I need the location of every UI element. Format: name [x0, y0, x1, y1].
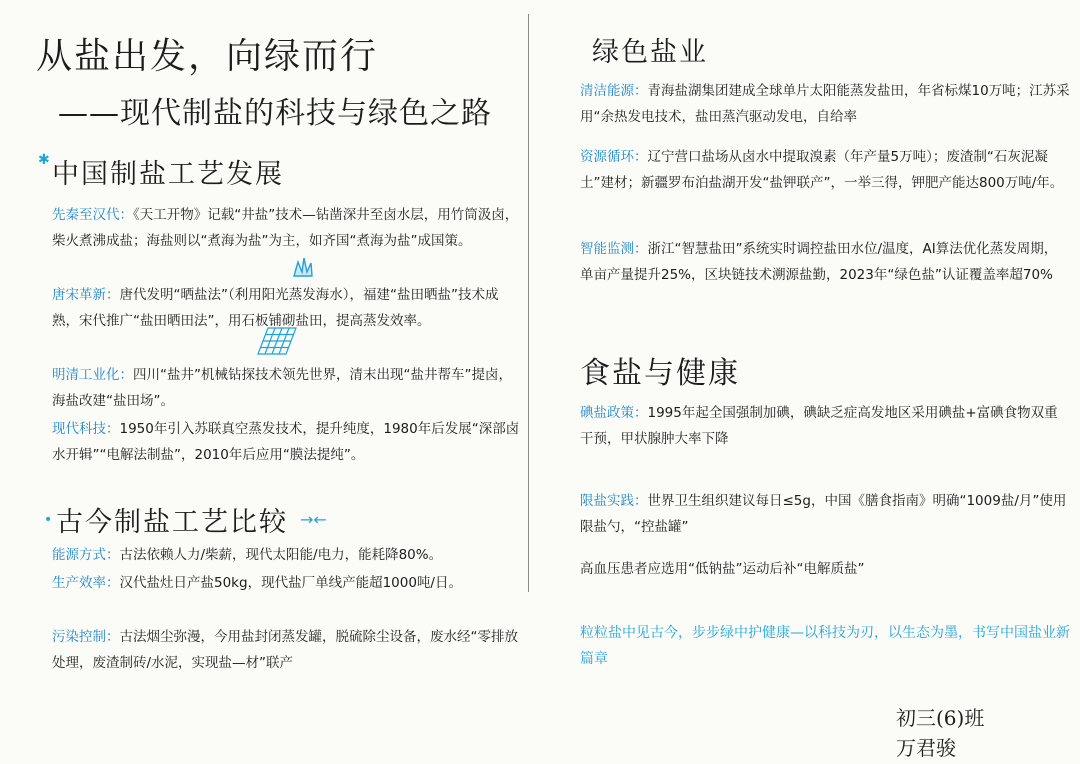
poster-title: 从盐出发，向绿而行 — [36, 36, 379, 77]
green-item-3-label: 智能监测： — [580, 241, 648, 257]
history-item-1-text: 《天工开物》记载“井盐”技术—钻凿深井至卤水层，用竹筒汲卤，柴火煮沸成盐；海盐则以“煮海为盐”为主，如齐国“煮海为盐”成国策。 — [52, 207, 519, 249]
compare-item-2 — [52, 570, 522, 596]
bullet-dot-icon: • — [44, 512, 53, 528]
section-heading-history: 中国制盐工艺发展 — [52, 159, 284, 190]
green-item-1-label: 清洁能源： — [580, 83, 648, 99]
compare-item-2-text: 汉代盐灶日产盐50kg，现代盐厂单线产能超1000吨/日。 — [119, 575, 462, 591]
salt-field-grid-icon — [252, 326, 298, 356]
history-item-4 — [52, 416, 522, 468]
compare-item-2-label: 生产效率： — [52, 575, 120, 591]
compare-item-1-label: 能源方式： — [52, 547, 120, 563]
history-item-4-label: 现代科技： — [52, 421, 120, 437]
author-name: 万君骏 — [896, 736, 956, 760]
arrows-icon: →← — [300, 510, 327, 529]
section-heading-green: 绿色盐业 — [592, 37, 708, 68]
history-item-1 — [52, 202, 522, 254]
green-item-3-text: 浙江“智慧盐田”系统实时调控盐田水位/温度，AI算法优化蒸发周期，单亩产量提升25%，区块链技术溯源盐勤，2023年“绿色盐”认证覆盖率超70% — [580, 241, 1058, 283]
green-item-2-label: 资源循环： — [580, 149, 648, 165]
history-item-3 — [52, 362, 522, 414]
health-item-2-text: 世界卫生组织建议每日≤5g，中国《膳食指南》明确“1009盐/月”使用限盐勺，“控盐罐” — [580, 493, 1067, 535]
asterisk-icon: ✱ — [38, 152, 50, 168]
green-item-2 — [580, 144, 1070, 196]
class-label: 初三(6)班 — [896, 706, 985, 730]
compare-item-3 — [52, 624, 522, 676]
compare-item-1-text: 古法依赖人力/柴薪，现代太阳能/电力，能耗降80%。 — [119, 547, 443, 563]
health-item-1-text: 1995年起全国强制加碘，碘缺乏症高发地区采用碘盐+富碘食物双重干预，甲状腺肿大率下降 — [580, 405, 1058, 447]
health-item-3 — [580, 556, 1070, 582]
health-item-2 — [580, 488, 1070, 540]
health-item-1-label: 碘盐政策： — [580, 405, 648, 421]
health-item-1 — [580, 400, 1070, 452]
health-item-3-text: 高血压患者应选用“低钠盐”运动后补“电解质盐” — [580, 561, 865, 577]
salt-crystal-icon — [290, 254, 316, 280]
history-item-3-text: 四川“盐井”机械钻探技术领先世界，清末出现“盐井帮车”提卤，海盐改建“盐田场”。 — [52, 367, 512, 409]
poster-subtitle: ——现代制盐的科技与绿色之路 — [58, 96, 492, 131]
column-divider — [528, 14, 529, 592]
compare-item-3-label: 污染控制： — [52, 629, 120, 645]
section-heading-compare: 古今制盐工艺比较 — [56, 507, 288, 538]
history-item-3-label: 明清工业化： — [52, 367, 133, 383]
green-item-1-text: 青海盐湖集团建成全球单片太阳能蒸发盐田，年省标煤10万吨；江苏采用“余热发电技术，盐田蒸汽驱动发电，自给率 — [580, 83, 1070, 125]
history-item-1-label: 先秦至汉代： — [52, 207, 133, 223]
history-item-2-label: 唐宋革新： — [52, 287, 120, 303]
green-item-2-text: 辽宁营口盐场从卤水中提取溴素（年产量5万吨）；废渣制“石灰泥凝土”建材；新疆罗布泊盐湖开发“盐钾联产”，一举三得，钾肥产能达800万吨/年。 — [580, 149, 1064, 191]
green-item-3 — [580, 236, 1070, 288]
section-heading-health: 食盐与健康 — [580, 356, 740, 391]
history-item-2-text: 唐代发明“晒盐法”（利用阳光蒸发海水），福建“盐田晒盐”技术成熟，宋代推广“盐田晒田法”，用石板铺砌盐田，提高蒸发效率。 — [52, 287, 499, 329]
closing-statement: 粒粒盐中见古今，步步绿中护健康—以科技为刃，以生态为墨，书写中国盐业新篇章 — [580, 625, 1070, 667]
health-item-2-label: 限盐实践： — [580, 493, 648, 509]
compare-item-1 — [52, 542, 522, 568]
history-item-4-text: 1950年引入苏联真空蒸发技术，提升纯度，1980年后发展“深部卤水开辑”“电解法制盐”，2010年后应用“膜法提纯”。 — [52, 421, 520, 463]
compare-item-3-text: 古法烟尘弥漫，今用盐封闭蒸发罐，脱硫除尘设备，废水经“零排放处理，废渣制砖/水泥，实现盐—材”联产 — [52, 629, 518, 671]
green-item-1 — [580, 78, 1070, 130]
